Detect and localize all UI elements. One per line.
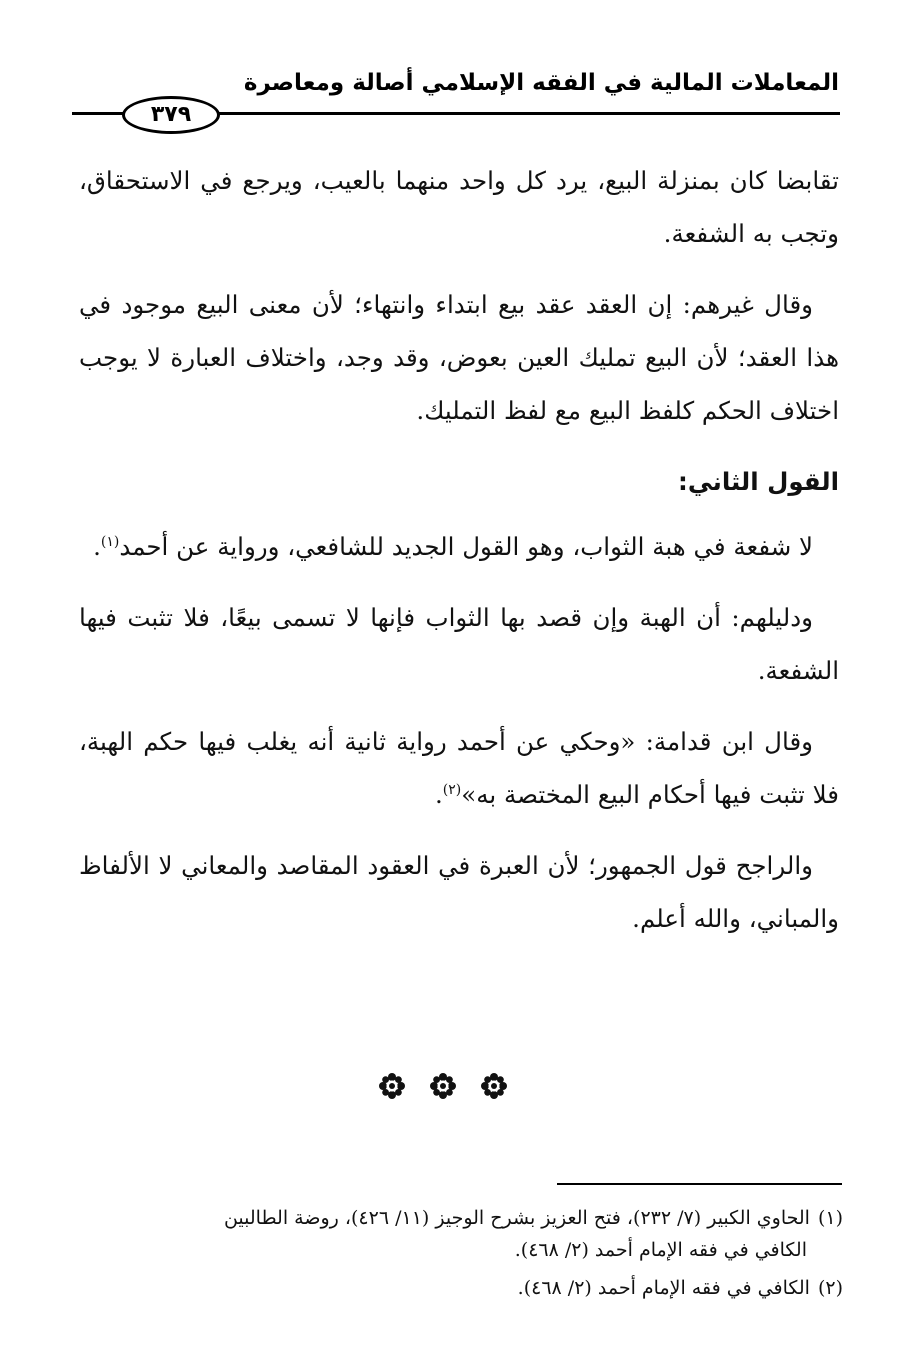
footnote-ref[interactable]: (٢) [442,781,462,798]
paragraph: تقابضا كان بمنزلة البيع، يرد كل واحد منهما بالعيب، ويرجع في الاستحقاق، وتجب به الشفعة. [79,166,839,248]
flower-ornament-icon [378,1072,406,1100]
footnote-number: (١) [817,1207,843,1229]
footnote-number: (٢) [817,1277,843,1299]
paragraph [79,520,839,573]
paragraph: والراجح قول الجمهور؛ لأن العبرة في العقود المقاصد والمعاني لا الألفاظ والمباني، والله أعلم. [79,851,839,933]
page-number: ٣٧٩ [122,96,220,134]
paragraph: ودليلهم: أن الهبة وإن قصد بها الثواب فإنها لا تسمى بيعًا، فلا تثبت فيها الشفعة. [79,603,839,685]
footnote-text: الكافي في فقه الإمام أحمد (٢/ ٤٦٨). [517,1277,810,1299]
footnote-separator [557,1183,842,1185]
section-divider-ornaments [378,1072,508,1100]
paragraph-end: . [93,532,101,561]
paragraph [79,715,839,821]
footnotes [77,1202,843,1310]
paragraph: وقال غيرهم: إن العقد عقد بيع ابتداء وانتهاء؛ لأن معنى البيع موجود في هذا العقد؛ لأن البيع تمليك العين بعوض، وقد وجد، واختلاف العبارة لا يوجب اختلاف الحكم كلفظ البيع مع لفظ التمليك. [79,290,839,425]
footnote [77,1272,843,1304]
flower-ornament-icon [429,1072,457,1100]
footnote-ref[interactable]: (١) [100,533,120,550]
section-heading: القول الثاني: [678,467,839,496]
paragraph-end: . [434,780,443,809]
flower-ornament-icon [480,1072,508,1100]
footnote-text: الحاوي الكبير (٧/ ٢٣٢)، فتح العزيز بشرح الوجيز (١١/ ٤٢٦)، روضة الطالبين [223,1207,810,1229]
paragraph-text: لا شفعة في هبة الثواب، وهو القول الجديد للشافعي، ورواية عن أحمد [119,532,813,561]
footnote-text-continued: الكافي في فقه الإمام أحمد (٢/ ٤٦٨). [514,1239,807,1261]
footnote [77,1202,843,1266]
body-text [79,154,839,963]
running-title: المعاملات المالية في الفقه الإسلامي أصالة ومعاصرة [243,70,839,96]
paragraph-text: وقال ابن قدامة: «وحكي عن أحمد رواية ثانية أنه يغلب فيها حكم الهبة، فلا تثبت فيها أحكام البيع المختصة به» [79,727,839,809]
